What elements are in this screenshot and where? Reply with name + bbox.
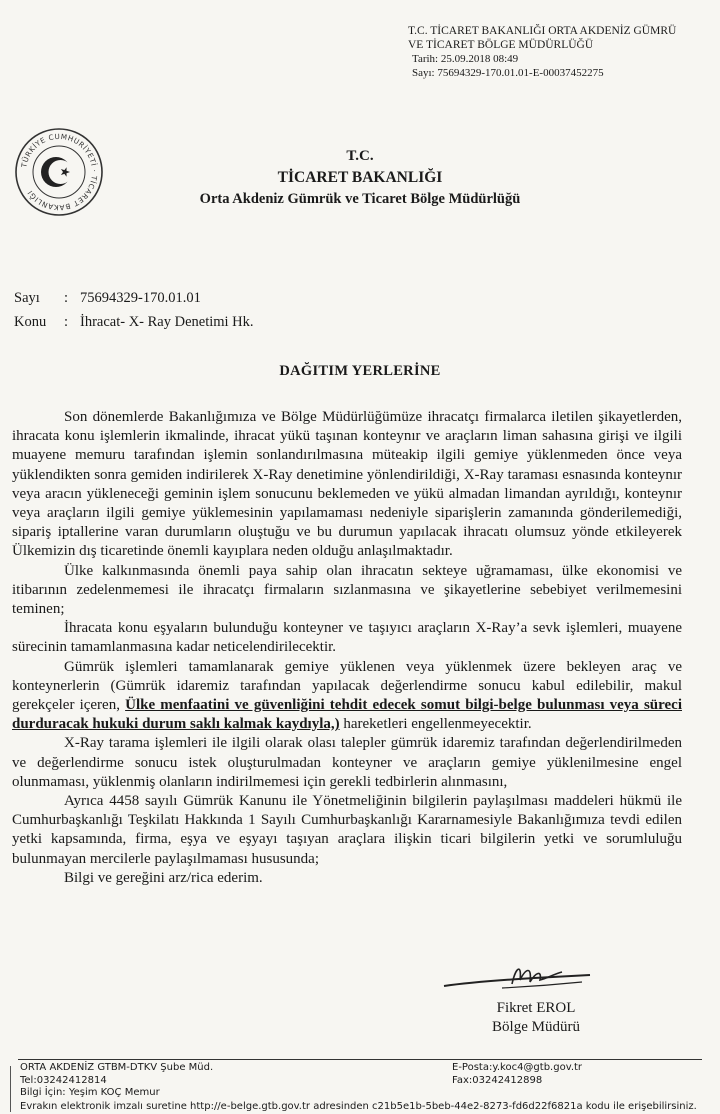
meta-row-sayi — [14, 286, 254, 310]
stamp-number: Sayı: 75694329-170.01.01-E-00037452275 — [412, 67, 604, 79]
body-paragraph-2: Ülke kalkınmasında önemli paya sahip olan ihracatın sekteye uğramaması, ülke ekonomisi ve itibarının zedelenmemesi ile ihracatçı firmaların sızlanmasına ve şikayetlerine sebebiyet verilmemesini teminen; — [12, 562, 682, 618]
letterhead-tc: T.C. — [346, 148, 374, 164]
body-paragraph-1: Son dönemlerde Bakanlığımıza ve Bölge Müdürlüğümüze ihracatçı firmalarca iletilen şikayetlerden, ihracata konu işlemlerin ikmalinde, ihracat yükü taşınan konteynır ve araçların liman sahasına girişi ve ilgili muayene memuru tarafından işlemin sonlandırılmasına müteakip ilgili gemiye yüklenmeden önce veya yüklendikten sonra gemiden indirilerek X-Ray denetimine yönlendirildiği, X-Ray taraması esnasında konteynır veya aracın yükleneceği geminin işlem sonucunu beklemeden ve yükü almadan limandan ayrıldığı, konteynır veya araçların ilgili gemiye yüklemesinin yapılamaması nedeniyle siparişlerin zamanında gönderilemediği, sipariş iptallerine varan durumların oluştuğu ve bu durumun yapılacak ihracatı olumsuz yönde etkileyerek Ülkemizin dış ticaretinde önemli kayıplara neden olduğu anlaşılmaktadır. — [12, 409, 682, 560]
signature-scribble-icon — [442, 960, 592, 996]
sayi-value: 75694329-170.01.01 — [80, 290, 201, 306]
distribution-heading: DAĞITIM YERLERİNE — [279, 363, 441, 379]
meta-row-konu — [14, 310, 254, 334]
konu-value: İhracat- X- Ray Denetimi Hk. — [80, 314, 254, 330]
footer-fax: Fax:03242412898 — [452, 1074, 543, 1086]
document-meta — [14, 286, 254, 334]
letterhead — [0, 146, 720, 210]
footer-email: E-Posta:y.koc4@gtb.gov.tr — [452, 1062, 583, 1073]
sayi-label: Sayı — [14, 290, 40, 306]
footer-info: Bilgi İçin: Yeşim KOÇ Memur — [20, 1087, 160, 1099]
footer-divider — [18, 1059, 702, 1060]
footer-right — [452, 1062, 582, 1087]
letterhead-directorate: Orta Akdeniz Gümrük ve Ticaret Bölge Müdürlüğü — [199, 191, 521, 207]
body-paragraph-4-end: hareketleri engellenmeyecektir. — [339, 716, 532, 733]
footer-verify-link[interactable]: Evrakın elektronik imzalı suretine http://e-belge.gtb.gov.tr adresinden c21b5e1b-5beb-44e2-8273-fd6d22f6821a kodu ile erişebilirsiniz. — [20, 1101, 697, 1112]
body-paragraph-4-underlined: Ülke menfaatini ve güvenliğini tehdit edecek somut bilgi-belge bulunması veya süreci durduracak hukuki durum saklı kalmak kaydıyla,) — [12, 697, 682, 733]
footer-tel: Tel:03242412814 — [20, 1074, 107, 1086]
body-paragraph-6: Ayrıca 4458 sayılı Gümrük Kanunu ile Yönetmeliğinin bilgilerin paylaşılması maddeleri hükmü ile Cumhurbaşkanlığı Teşkilatı Hakkında 1 Sayılı Cumhurbaşkanlığı Kararnamesiyle Bakanlığımıza tevdi edilen yetki kapsamında, firma, eşya ve eşyayı taşıyan araçlara ilişkin ticari bilgilerin yetki ve sorumluluğu bulunmayan mercilerle paylaşılmaması hususunda; — [12, 793, 682, 867]
footer-left — [20, 1062, 213, 1100]
konu-colon: : — [64, 314, 69, 330]
body-paragraph-7: Bilgi ve gereğini arz/rica ederim. — [64, 869, 263, 886]
signer-title: Bölge Müdürü — [492, 1019, 580, 1035]
signer-name: Fikret EROL — [496, 1000, 576, 1016]
body-paragraph-4-start: Gümrük işlemleri tamamlanarak gemiye yüklenen veya yüklenmek üzere bekleyen araç ve konteynerlerin (Gümrük idaremiz tarafından yapılacak değerlendirme sonucu kabul edilebilir, makul gerekçeler içeren, — [12, 658, 682, 714]
e-signature-stamp — [408, 24, 720, 80]
body-paragraph-4 — [12, 658, 682, 735]
svg-text:TÜRKİYE CUMHURİYETİ · TİCARET: TÜRKİYE CUMHURİYETİ · TİCARET BAKANLIĞI — [19, 131, 100, 213]
letterhead-ministry: TİCARET BAKANLIĞI — [277, 169, 443, 186]
stamp-line-2: VE TİCARET BÖLGE MÜDÜRLÜĞÜ — [408, 39, 594, 51]
stamp-line-1: T.C. TİCARET BAKANLIĞI ORTA AKDENİZ GÜMRÜ — [408, 25, 677, 37]
footer-unit: ORTA AKDENİZ GTBM-DTKV Şube Müd. — [20, 1062, 214, 1073]
sayi-colon: : — [64, 290, 69, 306]
signer-block — [486, 999, 586, 1037]
letter-body — [12, 408, 682, 888]
body-paragraph-5: X-Ray tarama işlemleri ile ilgili olarak olası talepler gümrük idaremiz tarafından değerlendirilmeden ve değerlendirme sonucu istek oluşturulmadan konteyner ve araçların gemiye yüklenilmesine engel olunmaması, yüklenmiş olanların indirilmemesi için gerekli tedbirlerin alınmasını, — [12, 735, 682, 790]
konu-label: Konu — [14, 314, 47, 330]
margin-tab — [0, 1066, 11, 1112]
stamp-date: Tarih: 25.09.2018 08:49 — [412, 53, 519, 65]
body-paragraph-3: İhracata konu eşyaların bulunduğu konteyner ve taşıyıcı araçların X-Ray’a sevk işlemleri, muayene sürecinin tamamlanmasına kadar neticelendirilecektir. — [12, 620, 682, 656]
